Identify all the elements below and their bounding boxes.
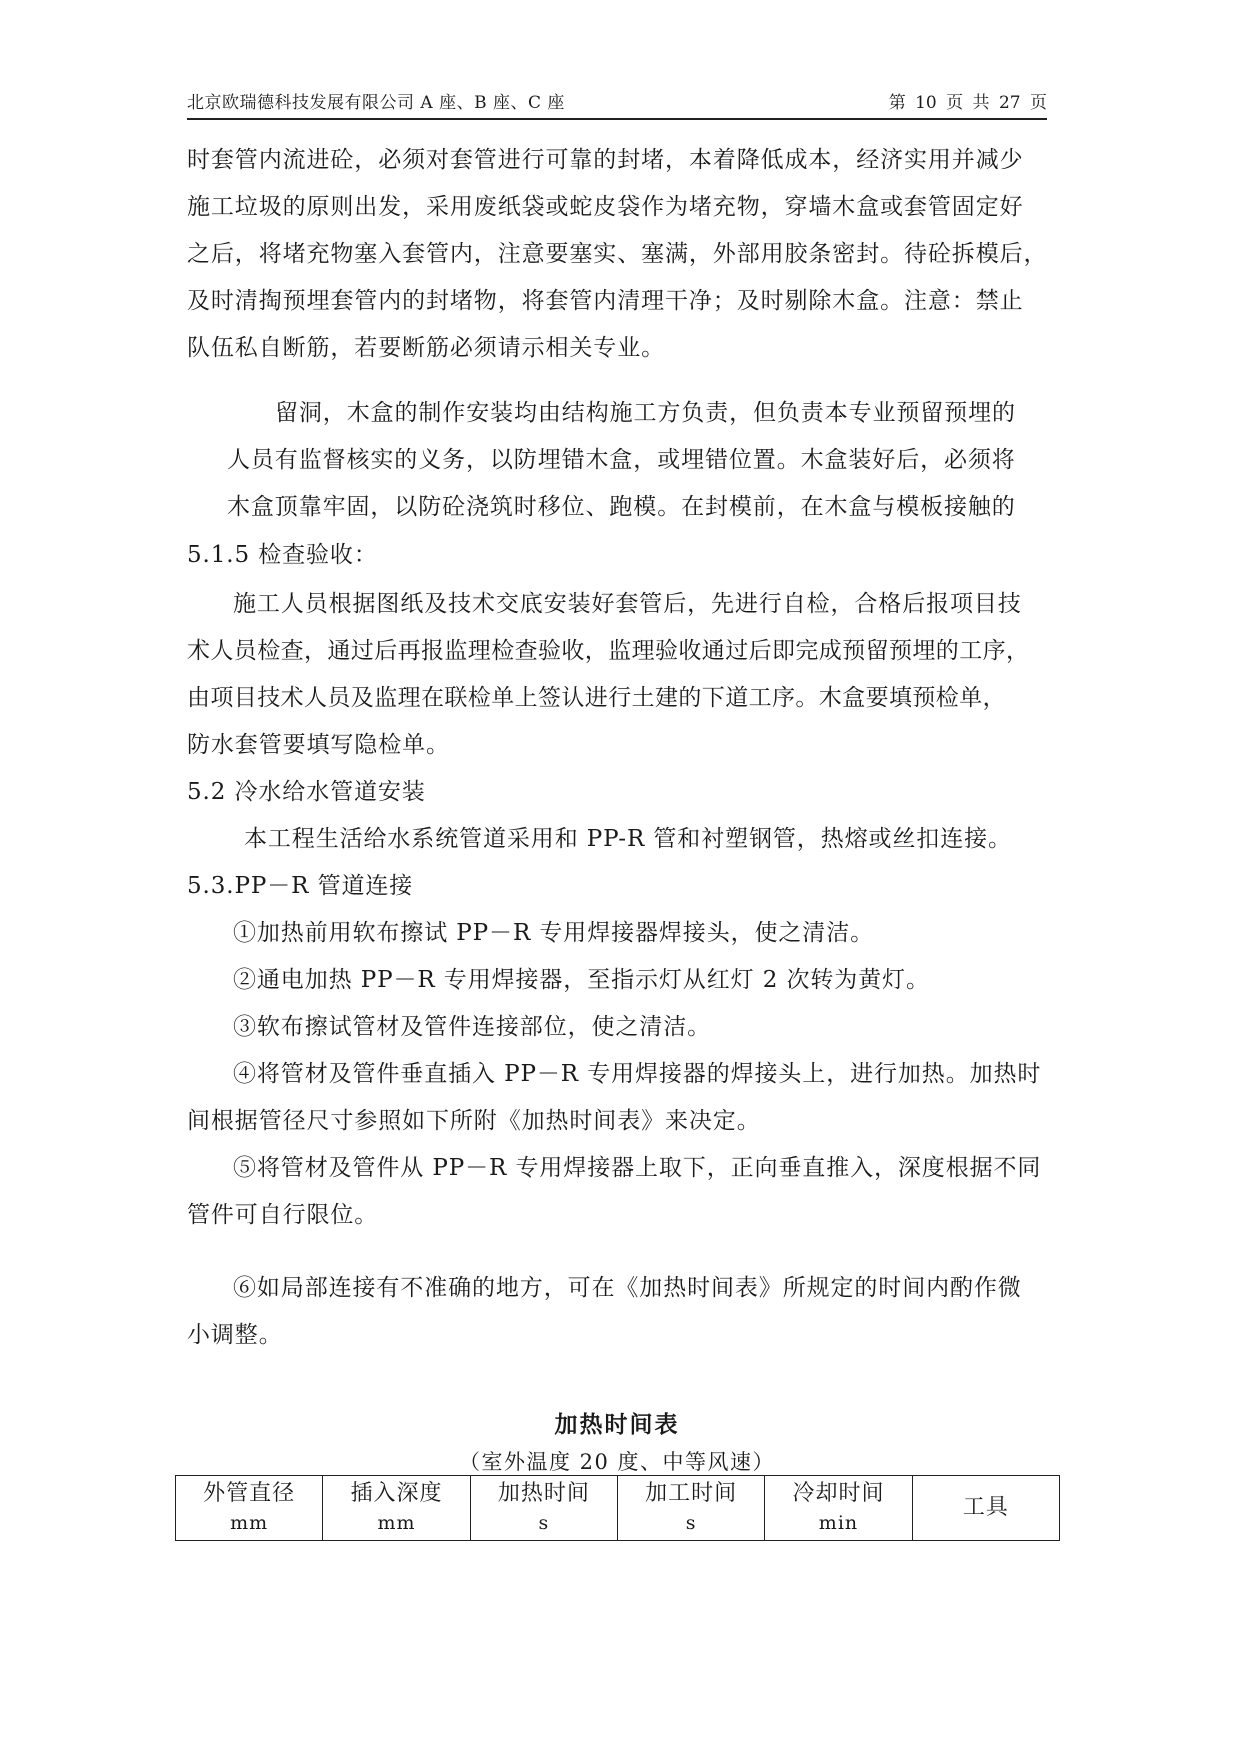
header-label: 外管直径 — [203, 1481, 296, 1506]
text-line: 小调整。 — [187, 1322, 283, 1348]
text-line: 之后，将堵充物塞入套管内，注意要塞实、塞满，外部用胶条密封。待砼拆模后， — [187, 241, 1048, 267]
text-line: 施工垃圾的原则出发，采用废纸袋或蛇皮袋作为堵充物，穿墙木盒或套管固定好 — [187, 194, 1024, 220]
header-unit: min — [818, 1512, 859, 1534]
page-number: 第 10 页 共 27 页 — [888, 93, 1047, 113]
table-header-cell — [765, 1476, 912, 1541]
text-line: 本工程生活给水系统管道采用和 PP-R 管和衬塑钢管，热熔或丝扣连接。 — [244, 826, 1012, 852]
section-heading: 5.1.5 检查验收： — [187, 542, 378, 568]
table-header-cell — [912, 1476, 1059, 1541]
text-line: 人员有监督核实的义务，以防埋错木盒，或埋错位置。木盒装好后，必须将 — [227, 447, 1016, 473]
table-header-cell — [470, 1476, 617, 1541]
header-label: 加热时间 — [497, 1481, 590, 1506]
step-item: ①加热前用软布擦试 PP－R 专用焊接器焊接头，使之清洁。 — [233, 920, 874, 946]
table-header-cell — [323, 1476, 470, 1541]
text-line: 施工人员根据图纸及技术交底安装好套管后，先进行自检，合格后报项目技 — [233, 591, 1022, 617]
text-line: 由项目技术人员及监理在联检单上签认进行土建的下道工序。木盒要填预检单， — [187, 685, 1006, 711]
text-line: 队伍私自断筋，若要断筋必须请示相关专业。 — [187, 335, 665, 361]
step-item: ③软布擦试管材及管件连接部位，使之清洁。 — [233, 1014, 711, 1040]
header-label: 冷却时间 — [792, 1481, 885, 1506]
text-line: 留洞，木盒的制作安装均由结构施工方负责，但负责本专业预留预埋的 — [275, 400, 1016, 426]
header-unit: mm — [377, 1512, 416, 1534]
table-header-cell — [617, 1476, 764, 1541]
text-line: 术人员检查，通过后再报监理检查验收，监理验收通过后即完成预留预埋的工序， — [187, 638, 1030, 664]
step-item: ②通电加热 PP－R 专用焊接器，至指示灯从红灯 2 次转为黄灯。 — [233, 967, 930, 993]
text-line: 管件可自行限位。 — [187, 1202, 379, 1228]
step-item: ⑤将管材及管件从 PP－R 专用焊接器上取下，正向垂直推入，深度根据不同 — [233, 1155, 1042, 1181]
text-line: 时套管内流进砼，必须对套管进行可靠的封堵，本着降低成本，经济实用并减少 — [187, 147, 1024, 173]
header-label: 加工时间 — [645, 1481, 738, 1506]
heating-time-table — [175, 1475, 1060, 1541]
table-subtitle: （室外温度 20 度、中等风速） — [458, 1450, 776, 1474]
table-header-row — [176, 1476, 1060, 1541]
header-label: 插入深度 — [350, 1481, 443, 1506]
text-line: 间根据管径尺寸参照如下所附《加热时间表》来决定。 — [187, 1108, 761, 1134]
text-line: 及时清掏预埋套管内的封堵物，将套管内清理干净；及时剔除木盒。注意：禁止 — [187, 288, 1024, 314]
section-heading: 5.2 冷水给水管道安装 — [187, 779, 426, 805]
step-item: ⑥如局部连接有不准确的地方，可在《加热时间表》所规定的时间内酌作微 — [233, 1275, 1022, 1301]
section-heading: 5.3.PP－R 管道连接 — [187, 873, 414, 899]
company-name: 北京欧瑞德科技发展有限公司 A 座、B 座、C 座 — [187, 93, 565, 113]
text-line: 防水套管要填写隐检单。 — [187, 732, 450, 758]
header-unit: s — [538, 1512, 550, 1534]
header-unit: mm — [230, 1512, 269, 1534]
text-line: 木盒顶靠牢固，以防砼浇筑时移位、跑模。在封模前，在木盒与模板接触的 — [227, 494, 1016, 520]
header-unit: s — [685, 1512, 697, 1534]
page-header — [187, 84, 1047, 120]
step-item: ④将管材及管件垂直插入 PP－R 专用焊接器的焊接头上，进行加热。加热时 — [233, 1061, 1042, 1087]
table-title: 加热时间表 — [554, 1411, 680, 1438]
table-header-cell — [176, 1476, 323, 1541]
header-label: 工具 — [962, 1495, 1009, 1520]
